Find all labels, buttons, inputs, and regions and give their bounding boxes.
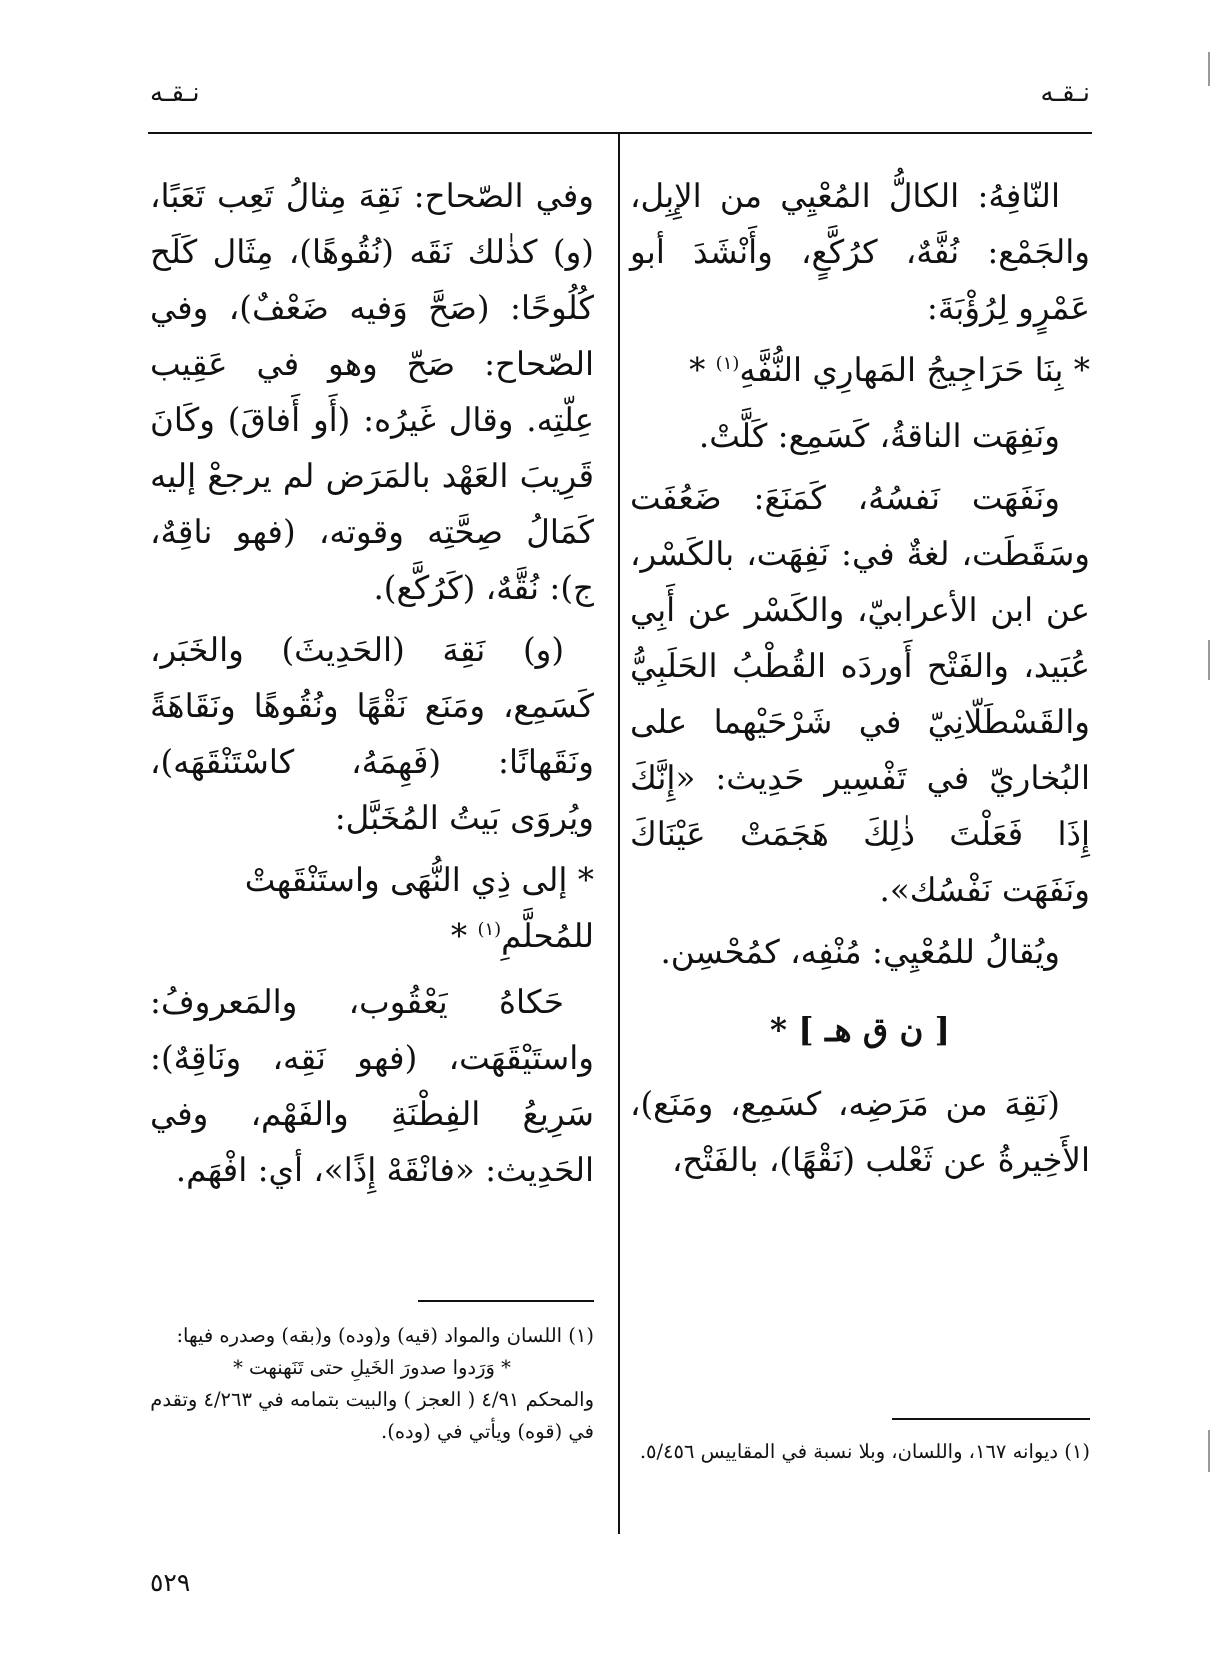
footnote-right-text: (١) ديوانه ١٦٧، واللسان، وبلا نسبة في المقاييس ٥/٤٥٦. — [639, 1440, 1090, 1463]
left-paragraph-1: وفي الصّحاح: نَقِهَ مِثالُ تَعِب تَعَبًا، (و) كذٰلك نَقَه (نُقُوهًا)، مِثَال كَلَح كُلُوحًا: (صَحَّ وَفيه ضَعْفٌ)، وفي الصّحاح: صَحّ وهو في عَقِيب عِلّتِه. وقال غَيرُه: (أَو أَفاقَ) وكَانَ قَرِيبَ العَهْد بالمَرَض لم يرجعْ إليه كَمَالُ صِحَّتِه وقوته، (فهو ناقِهٌ، ج): نُقَّهٌ، (كَرُكَّع). — [150, 177, 594, 607]
right-paragraph-1: النّافِهُ: الكالُّ المُعْيِي من الإِبِل، والجَمْع: نُفَّهٌ، كرُكَّعٍ، وأَنْشَدَ أبو عَمْرٍو لِرُؤْبَةَ: — [630, 177, 1090, 327]
running-head-left: نـقـه — [150, 78, 200, 108]
right-verse — [630, 342, 1090, 398]
right-paragraph-4: ويُقالُ للمُعْيِي: مُنْفِه، كمُحْسِن. — [660, 933, 1060, 971]
right-column — [630, 168, 1090, 1194]
footnote-left-verse: * وَرَدوا صدورَ الخَيلِ حتى تَنَهنهت * — [233, 1356, 511, 1379]
header-rule — [148, 132, 1092, 134]
right-verse-end: * — [689, 351, 716, 389]
left-verse-end: * — [450, 917, 478, 955]
footnote-right — [630, 1436, 1090, 1468]
right-paragraph-2: ونَفِهَت الناقةُ، كَسَمِع: كَلَّتْ. — [698, 417, 1060, 455]
column-divider — [618, 134, 620, 1534]
footnote-left-text-2: والمحكم ٤/٩١ ( العجز ) والبيت بتمامه في ٤/٢٦٣ وتقدم في (قوه) ويأتي في (وده). — [150, 1388, 594, 1443]
footnote-left — [150, 1320, 594, 1448]
left-verse-text: * إلى ذِي النُّهَى واستَنْقَهتْ للمُحلَّمِ — [244, 861, 594, 955]
right-verse-text: * بِنَا حَرَاجِيجُ المَهارِي النُّفَّهِ — [739, 351, 1090, 389]
left-verse-footnote-ref: (١) — [477, 919, 502, 941]
right-paragraph-5: (نَقِهَ من مَرَضِه، كسَمِع، ومَنَع)، الأَخِيرةُ عن ثَعْلب (نَقْهًا)، بالفَتْح، — [630, 1085, 1090, 1179]
left-paragraph-3: حَكاهُ يَعْقُوب، والمَعروفُ: واستَيْقَهَت، (فهو نَقِه، ونَاقِهٌ): سَرِيعُ الفِطْنَةِ والفَهْم، وفي الحَدِيث: «فانْقَهْ إِذًا»، أي: افْهَم. — [150, 983, 594, 1189]
right-paragraph-3: ونَفَهَت نَفسُهُ، كَمَنَعَ: ضَعُفَت وسَقَطَت، لغةٌ في: نَفِهَت، بالكَسْر، عن ابن الأعرابيّ، والكَسْر عن أَبِي عُبَيد، والفَتْح أَوردَه القُطْبُ الحَلَبِيُّ والقَسْطَلّانِيّ في شَرْحَيْهما على البُخاريّ في تَفْسِير حَدِيث: «إِنَّكَ إِذَا فَعَلْتَ ذٰلِكَ هَجَمَتْ عَيْنَاكَ ونَفَهَت نَفْسُك». — [630, 479, 1090, 909]
left-column — [150, 168, 594, 1204]
footnote-rule-right — [892, 1418, 1090, 1420]
footnote-rule-left — [418, 1300, 594, 1302]
scan-edge-mark — [1208, 1430, 1210, 1472]
running-head-right: نـقـه — [1040, 78, 1090, 108]
scan-edge-mark — [1208, 52, 1210, 86]
left-paragraph-2: (و) نَقِهَ (الحَدِيثَ) والخَبَر، كَسَمِع، ومَنَع نَقْهًا ونُقُوهًا ونَقَاهَةً ونَقَهانًا: (فَهِمَهُ، كاسْتَنْقَهَه)، ويُروَى بَيتُ المُخَبَّل: — [150, 631, 594, 837]
left-verse — [150, 852, 594, 964]
scan-edge-mark — [1208, 640, 1210, 680]
right-verse-footnote-ref: (١) — [715, 353, 740, 375]
footnote-left-text-1: (١) اللسان والمواد (قيه) و(وده) و(بقه) وصدره فيها: — [176, 1324, 594, 1347]
entry-heading: [ ن ق هـ ] * — [769, 1010, 951, 1049]
page-number: ٥٢٩ — [150, 1568, 191, 1597]
